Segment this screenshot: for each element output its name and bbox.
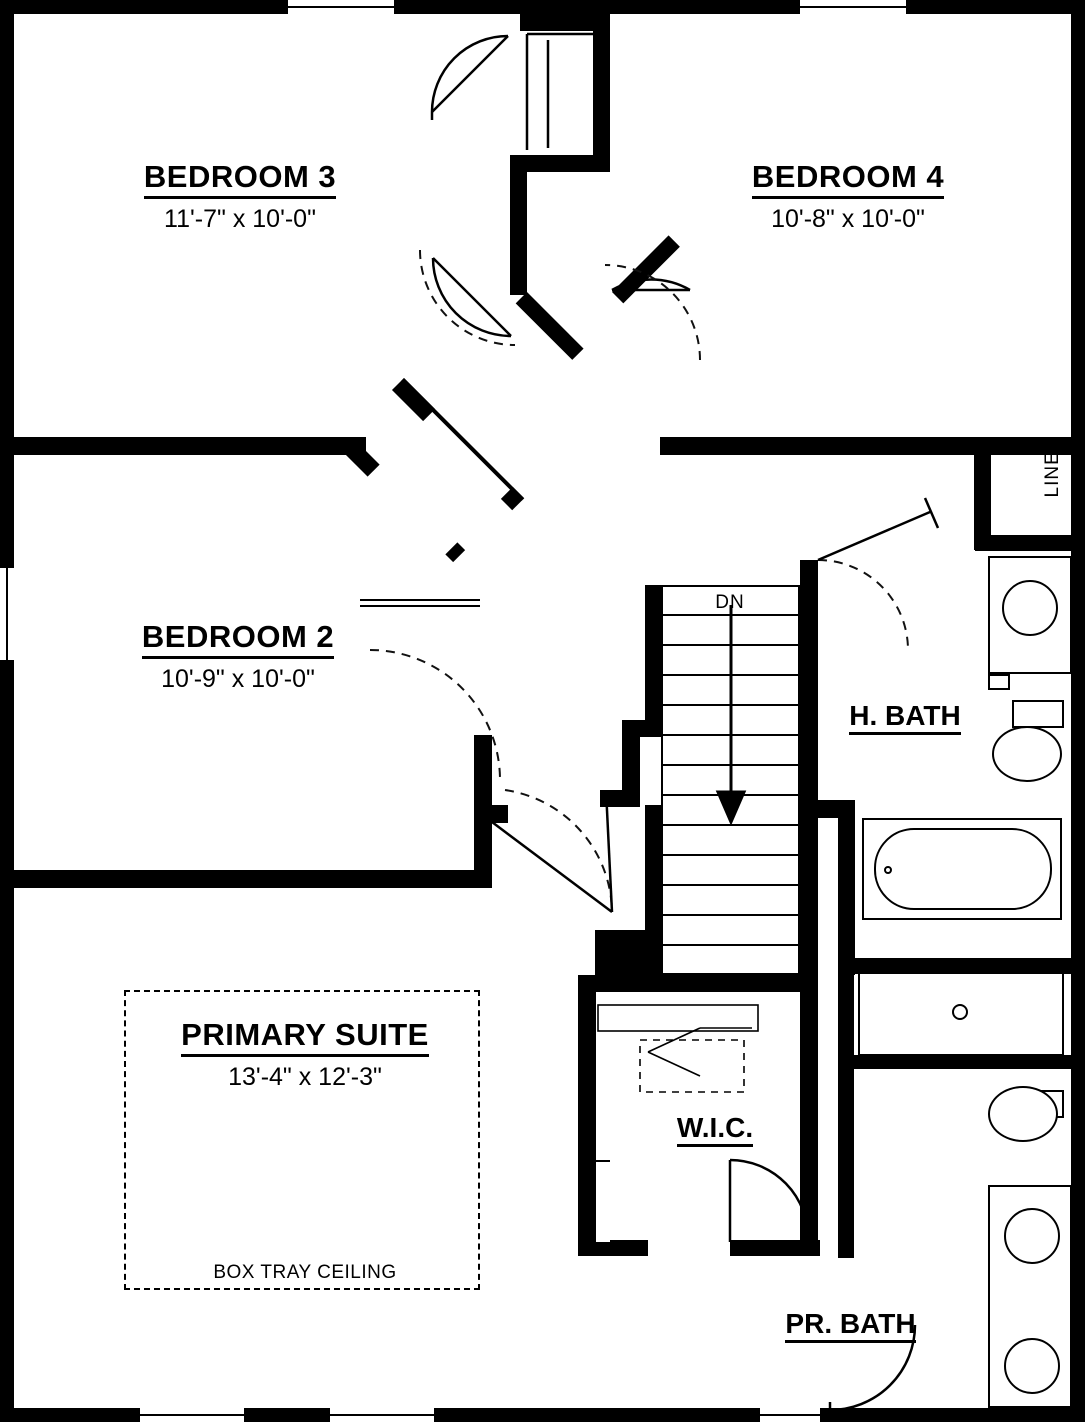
bedroom2-dims: 10'-9" x 10'-0" — [161, 664, 315, 693]
wall-linen-bottom — [975, 535, 1071, 551]
wall-stairs-left-upper — [645, 585, 661, 720]
wall-bath-divider-vert — [838, 800, 855, 975]
hall-bath-toilet-bowl — [992, 726, 1062, 782]
diagonal-wall-center-right — [612, 235, 680, 303]
wall-hall-stub — [492, 805, 508, 823]
wall-top-center-vert — [593, 14, 610, 164]
wall-bedroom4-bottom — [660, 437, 1072, 455]
bathtub-basin — [874, 828, 1052, 910]
primary-bath-name: PR. BATH — [785, 1308, 915, 1343]
hall-bath-toilet-tank — [1012, 700, 1064, 728]
exterior-wall-right — [1071, 0, 1085, 1422]
wic-door-opening — [596, 1160, 610, 1242]
room-label-bedroom3 — [110, 160, 370, 233]
wall-closet-left-vert — [510, 155, 527, 295]
wall-stairs-newel — [622, 720, 662, 737]
primary-toilet-bowl — [988, 1086, 1058, 1142]
window-top-left-line — [288, 6, 394, 8]
bedroom4-name: BEDROOM 4 — [752, 160, 944, 199]
window-bottom-left-line — [140, 1414, 244, 1416]
wall-wic-left — [578, 975, 596, 1255]
room-label-wic — [650, 1112, 780, 1147]
wall-prbath-left — [838, 958, 854, 1258]
bedroom3-dims: 11'-7" x 10'-0" — [164, 204, 316, 233]
stairs-run — [661, 585, 800, 975]
wall-wic-right — [800, 975, 818, 1255]
linen-closet-label: LINEN — [1042, 436, 1063, 498]
window-bottom-right-line — [760, 1414, 820, 1416]
box-tray-ceiling-label: BOX TRAY CEILING — [213, 1262, 397, 1283]
room-label-bedroom2 — [108, 620, 368, 693]
primary-sink-2 — [1004, 1338, 1060, 1394]
wall-wic-bottom-right — [730, 1240, 820, 1256]
exterior-wall-left — [0, 0, 14, 1422]
primary-sink-1 — [1004, 1208, 1060, 1264]
wall-bedroom2-right — [474, 735, 492, 888]
bedroom2-name: BEDROOM 2 — [142, 620, 334, 659]
window-bottom-center-line — [330, 1414, 434, 1416]
wall-stairs-mid-vert — [645, 805, 661, 945]
wall-bedroom2-bottom — [14, 870, 474, 888]
stairs-direction-label: DN — [715, 592, 745, 613]
wic-door-jamb — [596, 1160, 610, 1162]
hall-bath-name: H. BATH — [849, 700, 960, 735]
shower-drain — [952, 1004, 968, 1020]
primary-suite-dims: 13'-4" x 12'-3" — [228, 1062, 382, 1091]
wall-prbath-divider2 — [838, 1055, 1071, 1069]
primary-suite-name: PRIMARY SUITE — [181, 1018, 429, 1057]
room-label-primary-suite — [150, 1018, 460, 1091]
wall-wic-top — [578, 975, 818, 992]
room-label-bedroom4 — [718, 160, 978, 233]
wall-stairs-right-vert — [800, 560, 818, 990]
bed2-closet-interior — [359, 407, 515, 563]
wall-stairs-left-lower2 — [600, 790, 640, 807]
wall-bedroom2-top — [14, 437, 354, 455]
bedroom4-dims: 10'-8" x 10'-0" — [771, 204, 925, 233]
hall-bath-vanity-edge — [988, 674, 1010, 690]
window-left-upper-line — [6, 568, 8, 660]
wall-wic-bottom — [578, 1240, 648, 1256]
exterior-wall-top — [0, 0, 1085, 14]
room-label-hall-bath — [820, 700, 990, 735]
diagonal-wall-center-left — [516, 292, 584, 360]
bedroom3-name: BEDROOM 3 — [144, 160, 336, 199]
room-label-primary-bath — [758, 1308, 943, 1343]
window-top-right-line — [800, 6, 906, 8]
hall-bath-sink — [1002, 580, 1058, 636]
bathtub-drain — [884, 866, 892, 874]
wic-name: W.I.C. — [677, 1112, 753, 1147]
